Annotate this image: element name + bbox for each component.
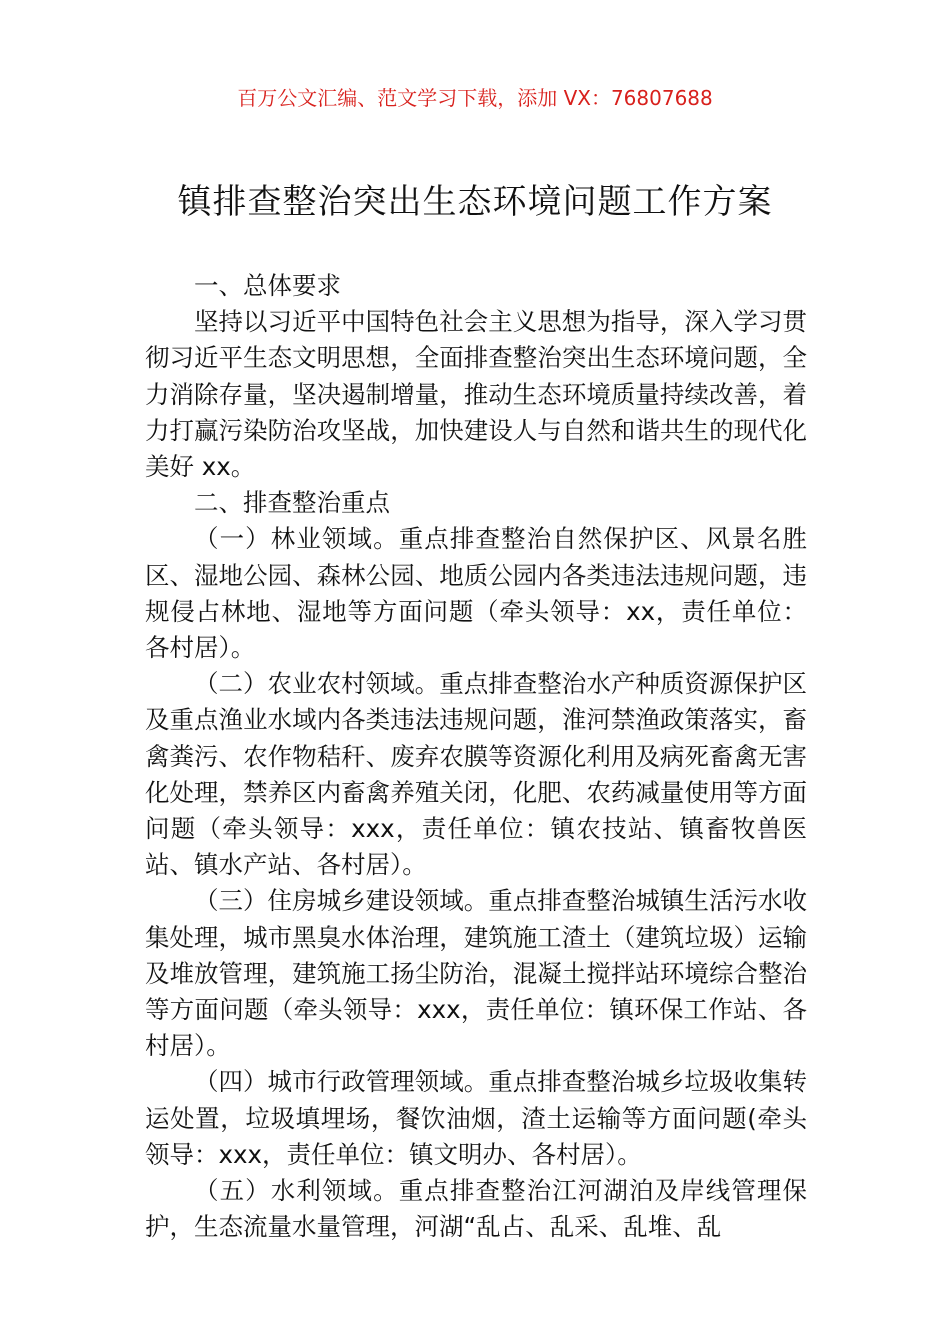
paragraph-housing-construction: （三）住房城乡建设领域。重点排查整治城镇生活污水收集处理，城市黑臭水体治理，建筑施工渣土（建筑垃圾）运输及堆放管理，建筑施工扬尘防治，混凝土搅拌站环境综合整治等方面问题（牵头领导：xxx，责任单位：镇环保工作站、各村居）。 [145, 886, 807, 1061]
paragraph-urban-administration: （四）城市行政管理领域。重点排查整治城乡垃圾收集转运处置，垃圾填埋场，餐饮油烟，渣土运输等方面问题(牵头领导：xxx，责任单位：镇文明办、各村居）。 [145, 1067, 807, 1169]
document-title: 镇排查整治突出生态环境问题工作方案 [177, 182, 773, 222]
promo-banner: 百万公文汇编、范文学习下载，添加 VX：76807688 [237, 86, 713, 110]
section-heading-general: 一、总体要求 [194, 271, 341, 300]
document-body [145, 268, 807, 1245]
paragraph-forestry: （一）林业领域。重点排查整治自然保护区、风景名胜区、湿地公园、森林公园、地质公园内各类违法违规问题，违规侵占林地、湿地等方面问题（牵头领导：xx，责任单位：各村居）。 [145, 524, 807, 663]
paragraph-agriculture: （二）农业农村领域。重点排查整治水产种质资源保护区及重点渔业水域内各类违法违规问题，淮河禁渔政策落实，畜禽粪污、农作物秸秆、废弃农膜等资源化利用及病死畜禽无害化处理，禁养区内畜禽养殖关闭，化肥、农药减量使用等方面问题（牵头领导：xxx，责任单位：镇农技站、镇畜牧兽医站、镇水产站、各村居）。 [145, 669, 807, 880]
paragraph-water-conservancy: （五）水利领域。重点排查整治江河湖泊及岸线管理保护，生态流量水量管理，河湖“乱占、乱采、乱堆、乱 [145, 1176, 807, 1242]
section-heading-key-points: 二、排查整治重点 [194, 488, 390, 518]
paragraph-general-requirements: 坚持以习近平中国特色社会主义思想为指导，深入学习贯彻习近平生态文明思想，全面排查整治突出生态环境问题，全力消除存量，坚决遏制增量，推动生态环境质量持续改善，着力打赢污染防治攻坚战，加快建设人与自然和谐共生的现代化美好 xx。 [145, 307, 807, 482]
